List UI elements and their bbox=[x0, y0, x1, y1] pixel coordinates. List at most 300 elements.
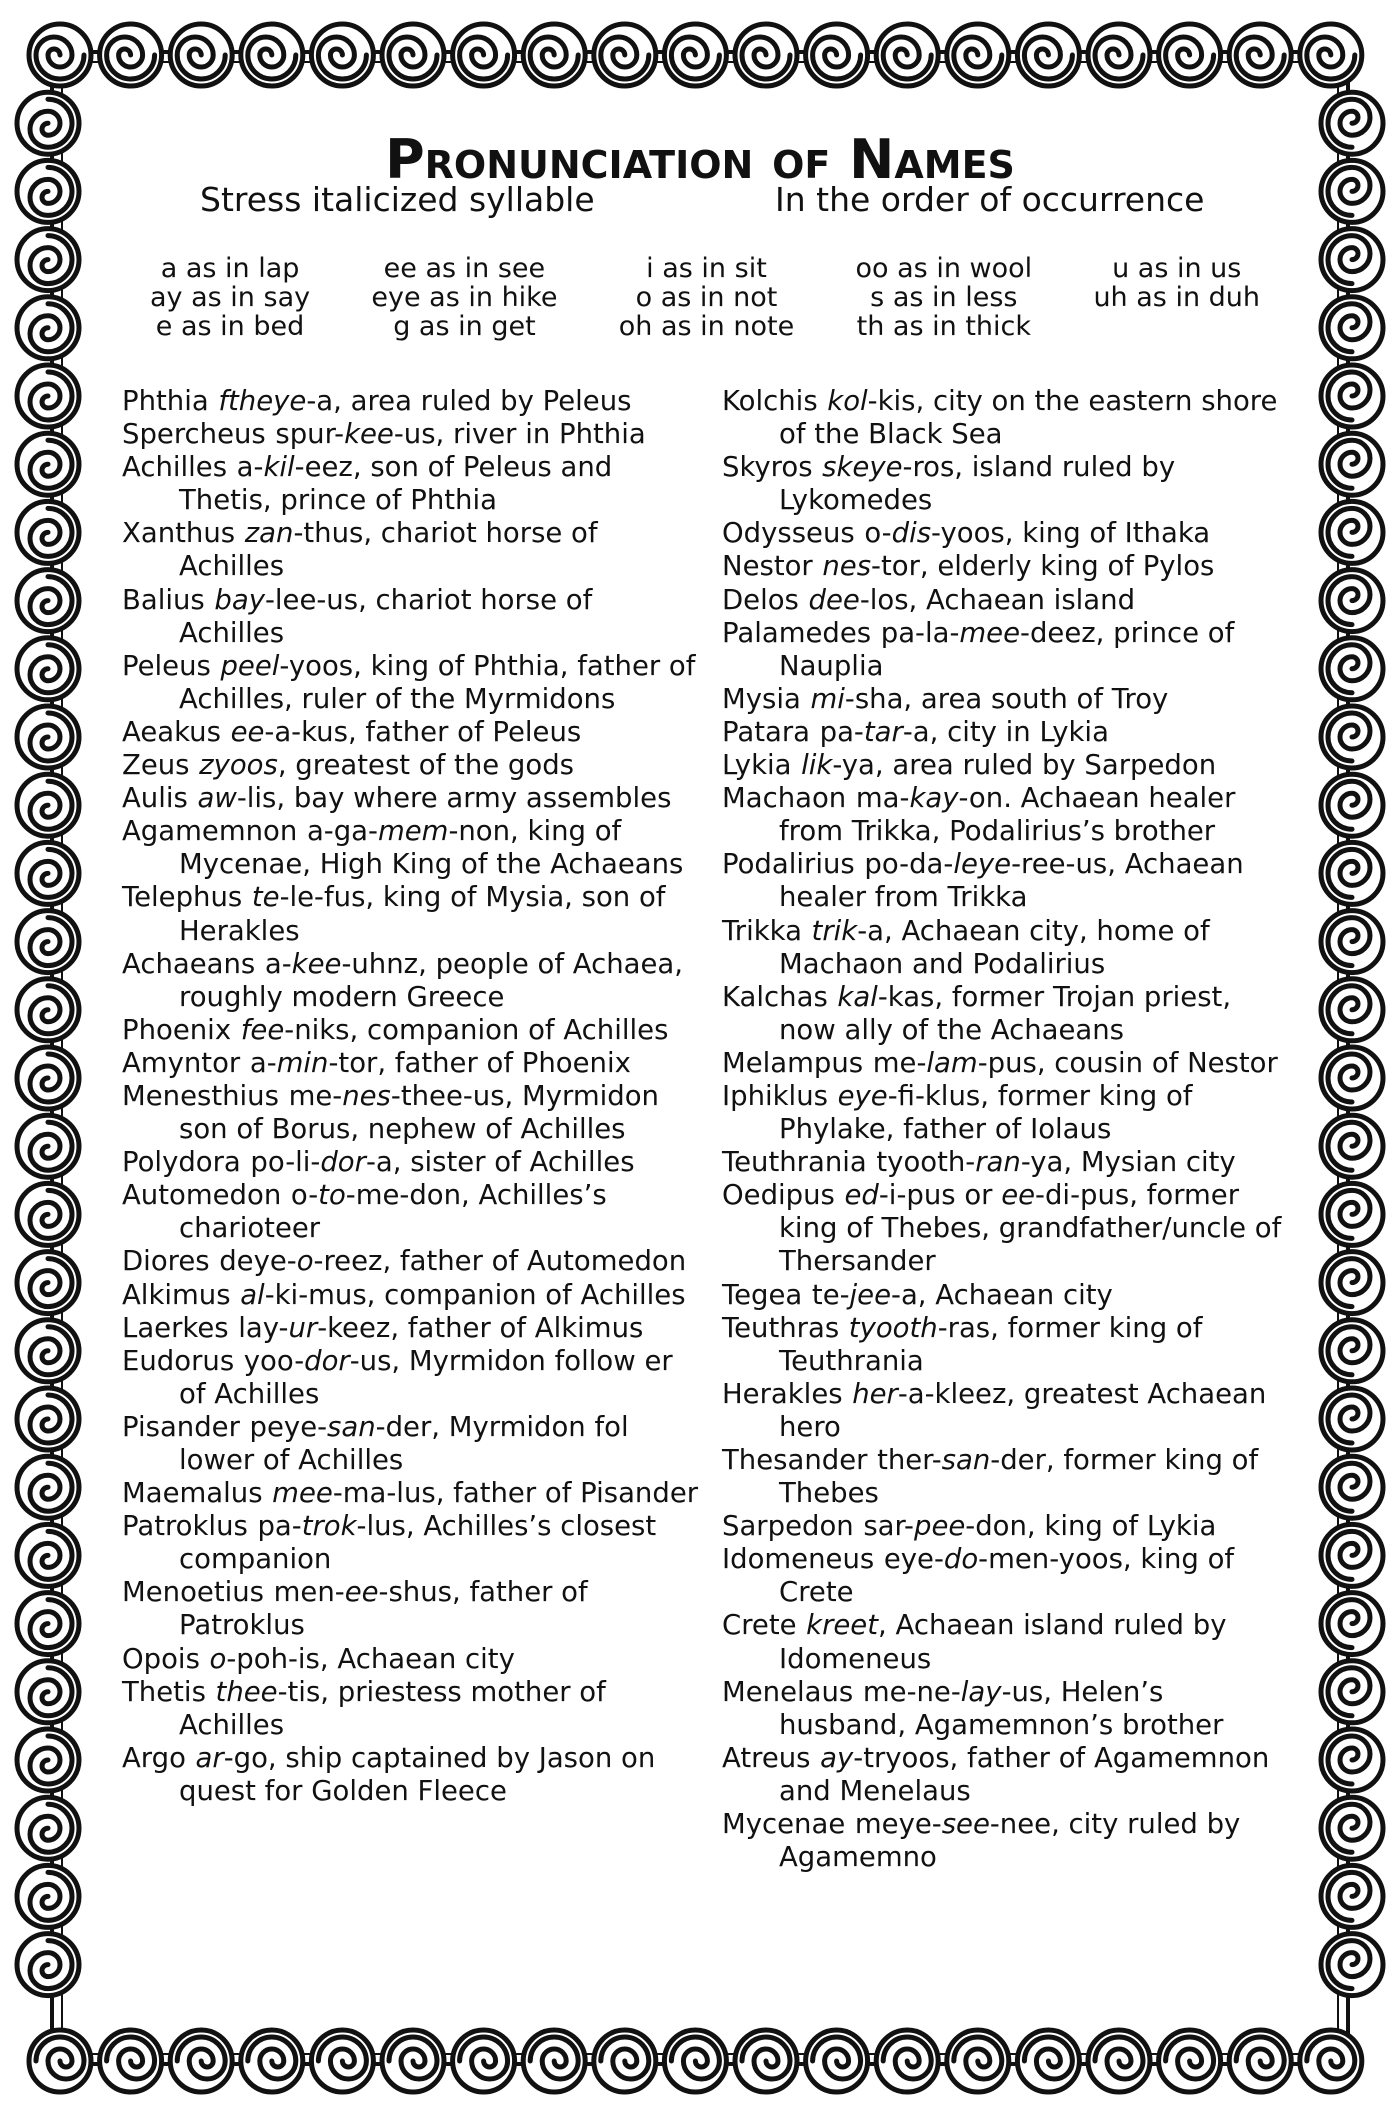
key-item: ay as in say bbox=[150, 282, 311, 313]
stressed-syllable: trik bbox=[811, 914, 858, 947]
entry-name: Zeus bbox=[122, 749, 190, 782]
entry-text: -lee-us, chariot horse of Achilles bbox=[179, 583, 593, 649]
spiral-ornament bbox=[29, 24, 91, 86]
name-entry bbox=[722, 1742, 1292, 1808]
spiral-ornament bbox=[806, 24, 868, 86]
name-entry bbox=[122, 948, 702, 1014]
entry-text: -thee-us, Myrmidon son of Borus, nephew of Achilles bbox=[179, 1079, 659, 1146]
entry-text: -lis, bay where army assembles bbox=[236, 782, 672, 815]
name-entry bbox=[122, 1345, 702, 1411]
name-entry bbox=[122, 1312, 702, 1345]
entry-name: Teuthrania bbox=[722, 1146, 867, 1179]
name-entry bbox=[122, 385, 702, 418]
entry-text: tyooth- bbox=[876, 1146, 976, 1179]
entry-text: po-li- bbox=[250, 1146, 321, 1179]
spiral-ornament bbox=[1321, 1934, 1383, 1996]
spiral-ornament bbox=[29, 2030, 91, 2092]
name-entry bbox=[722, 1543, 1292, 1609]
names-column-left bbox=[122, 385, 702, 1808]
entry-text: -shus, father of Patroklus bbox=[179, 1576, 588, 1642]
spiral-ornament bbox=[17, 706, 79, 768]
entry-name: Idomeneus bbox=[722, 1543, 875, 1576]
spiral-ornament bbox=[1321, 570, 1383, 632]
stressed-syllable: o bbox=[209, 1642, 227, 1675]
spiral-ornament bbox=[17, 1524, 79, 1586]
spiral-ornament bbox=[17, 1934, 79, 1996]
key-item: o as in not bbox=[635, 282, 778, 313]
entry-name: Amyntor bbox=[122, 1046, 241, 1079]
entry-text: a- bbox=[249, 1046, 277, 1079]
entry-name: Iphiklus bbox=[722, 1079, 828, 1112]
name-entry bbox=[122, 418, 702, 451]
stressed-syllable: tyooth bbox=[848, 1311, 938, 1344]
spiral-ornament bbox=[17, 774, 79, 836]
spiral-ornament bbox=[1321, 1797, 1383, 1859]
stressed-syllable: do bbox=[943, 1543, 979, 1576]
entry-text: me- bbox=[872, 1046, 927, 1079]
spiral-ornament bbox=[1229, 2030, 1291, 2092]
spiral-ornament bbox=[453, 2030, 515, 2092]
entry-text: -tis, priestess mother of Achilles bbox=[179, 1675, 606, 1741]
entry-text: te- bbox=[811, 1278, 850, 1311]
name-entry bbox=[722, 1146, 1292, 1179]
name-entry bbox=[722, 517, 1292, 550]
stressed-syllable: ay bbox=[820, 1741, 854, 1774]
stressed-syllable: lay bbox=[960, 1675, 1002, 1708]
entry-text: -reez, father of Automedon bbox=[313, 1245, 687, 1278]
name-entry bbox=[122, 1510, 702, 1576]
entry-text: deye- bbox=[219, 1245, 297, 1278]
spiral-ornament bbox=[17, 1661, 79, 1723]
entry-text: ther- bbox=[877, 1444, 942, 1476]
name-entry bbox=[722, 848, 1292, 914]
entry-name: Aulis bbox=[122, 782, 188, 815]
spiral-ornament bbox=[17, 1593, 79, 1655]
name-entry bbox=[722, 1080, 1292, 1146]
entry-text: -men-yoos, king of Crete bbox=[779, 1543, 1235, 1609]
name-entry bbox=[122, 451, 702, 517]
stressed-syllable: mi bbox=[810, 682, 845, 715]
spiral-ornament bbox=[17, 638, 79, 700]
name-entry bbox=[722, 981, 1292, 1047]
entry-name: Diores bbox=[122, 1245, 210, 1278]
spiral-ornament bbox=[1088, 2030, 1150, 2092]
spiral-ornament bbox=[594, 24, 656, 86]
spiral-ornament bbox=[382, 24, 444, 86]
entry-text: -di-pus, former king of Thebes, grandfather/uncle of Thersander bbox=[779, 1179, 1282, 1278]
name-entry bbox=[122, 1245, 702, 1278]
stressed-syllable: lik bbox=[801, 749, 833, 782]
entry-text: pa- bbox=[819, 715, 864, 748]
entry-text: -ya, area ruled by Sarpedon bbox=[832, 749, 1217, 782]
stressed-syllable: ur bbox=[288, 1311, 318, 1344]
entry-name: Crete bbox=[722, 1609, 797, 1642]
entry-text: -tor, elderly king of Pylos bbox=[871, 550, 1215, 583]
entry-text: -le-fus, king of Mysia, son of Herakles bbox=[179, 881, 666, 947]
stressed-syllable: kay bbox=[909, 782, 959, 815]
name-entry bbox=[122, 749, 702, 782]
spiral-ornament bbox=[1321, 1183, 1383, 1245]
entry-name: Xanthus bbox=[122, 517, 236, 550]
entry-name: Sarpedon bbox=[722, 1510, 854, 1543]
entry-text: -poh-is, Achaean city bbox=[226, 1642, 515, 1675]
spiral-ornament bbox=[17, 842, 79, 904]
entry-text: a- bbox=[264, 947, 292, 980]
spiral-ornament bbox=[241, 24, 303, 86]
entry-text: -pus, cousin of Nestor bbox=[977, 1046, 1278, 1079]
name-entry bbox=[722, 584, 1292, 617]
entry-text: -don, king of Lykia bbox=[965, 1510, 1217, 1543]
subtitle-order: In the order of occurrence bbox=[775, 180, 1205, 219]
entry-text: men- bbox=[273, 1576, 345, 1609]
name-entry bbox=[722, 385, 1292, 451]
entry-text: -thus, chariot horse of Achilles bbox=[179, 517, 598, 583]
stressed-syllable: bay bbox=[214, 583, 265, 616]
key-item: ee as in see bbox=[383, 253, 546, 284]
entry-name: Argo bbox=[122, 1741, 186, 1774]
entry-text: -deez, prince of Nauplia bbox=[779, 616, 1235, 682]
entry-text: -a-kus, father of Peleus bbox=[264, 715, 582, 748]
entry-text: -a, sister of Achilles bbox=[365, 1146, 635, 1179]
key-item: th as in thick bbox=[856, 311, 1031, 342]
entry-name: Palamedes bbox=[722, 616, 872, 649]
stressed-syllable: aw bbox=[197, 782, 237, 815]
name-entry bbox=[122, 517, 702, 583]
entry-name: Atreus bbox=[722, 1741, 811, 1774]
entry-text: -tor, father of Phoenix bbox=[328, 1046, 631, 1079]
key-item: u as in us bbox=[1112, 253, 1242, 284]
spiral-ornament bbox=[947, 2030, 1009, 2092]
entry-name: Kolchis bbox=[722, 385, 818, 417]
stressed-syllable: min bbox=[276, 1046, 329, 1079]
entry-text: -ree-us, Achaean healer from Trikka bbox=[779, 848, 1244, 914]
spiral-ornament bbox=[311, 24, 373, 86]
stressed-syllable: lam bbox=[926, 1046, 978, 1079]
entry-name: Odysseus bbox=[722, 517, 855, 550]
key-item: e as in bed bbox=[155, 311, 305, 342]
name-entry bbox=[122, 782, 702, 815]
key-column bbox=[150, 254, 310, 341]
spiral-ornament bbox=[170, 24, 232, 86]
entry-text: -ras, former king of Teuthrania bbox=[779, 1311, 1203, 1377]
stressed-syllable: san bbox=[327, 1410, 376, 1443]
spiral-ornament bbox=[1321, 638, 1383, 700]
name-entry bbox=[122, 1047, 702, 1080]
entry-text: , greatest of the gods bbox=[277, 749, 574, 782]
spiral-ornament bbox=[1300, 2030, 1362, 2092]
page-title: Pronunciation of Names bbox=[385, 128, 1015, 191]
name-entry bbox=[722, 451, 1292, 517]
spiral-ornament bbox=[1321, 433, 1383, 495]
stressed-syllable: ed bbox=[844, 1179, 879, 1212]
spiral-ornament bbox=[1321, 501, 1383, 563]
name-entry bbox=[722, 1609, 1292, 1675]
entry-text: -us, Helen’s husband, Agamemnon’s brother bbox=[779, 1675, 1224, 1741]
entry-name: Phthia bbox=[122, 385, 209, 417]
entry-text: -me-don, Achilles’s charioteer bbox=[179, 1179, 607, 1245]
spiral-ornament bbox=[17, 1115, 79, 1177]
stressed-syllable: tar bbox=[863, 715, 903, 748]
stressed-syllable: dor bbox=[320, 1146, 366, 1179]
spiral-ornament bbox=[382, 2030, 444, 2092]
spiral-ornament bbox=[1229, 24, 1291, 86]
spiral-ornament bbox=[1321, 1593, 1383, 1655]
name-entry bbox=[122, 1279, 702, 1312]
key-item: s as in less bbox=[870, 282, 1018, 313]
stressed-syllable: ee bbox=[344, 1576, 379, 1609]
stressed-syllable: nes bbox=[822, 550, 872, 583]
stressed-syllable: mee bbox=[959, 616, 1021, 649]
entry-text: eye- bbox=[883, 1543, 944, 1576]
entry-text: po-da- bbox=[864, 848, 954, 881]
spiral-ornament bbox=[735, 24, 797, 86]
entry-name: Agamemnon bbox=[122, 815, 298, 848]
entry-text: -kas, former Trojan priest, now ally of the Achaeans bbox=[779, 980, 1232, 1046]
spiral-ornament bbox=[1017, 24, 1079, 86]
stressed-syllable: mem bbox=[377, 815, 449, 848]
stressed-syllable: kal bbox=[837, 980, 878, 1013]
name-entry bbox=[122, 716, 702, 749]
name-entry bbox=[722, 716, 1292, 749]
spiral-ornament bbox=[17, 365, 79, 427]
entry-text: -ya, Mysian city bbox=[1020, 1146, 1236, 1179]
entry-name: Mycenae bbox=[722, 1808, 846, 1841]
entry-text: -yoos, king of Ithaka bbox=[931, 517, 1211, 550]
spiral-ornament bbox=[17, 297, 79, 359]
entry-name: Maemalus bbox=[122, 1477, 263, 1510]
spiral-ornament bbox=[1300, 24, 1362, 86]
entry-name: Trikka bbox=[722, 914, 802, 947]
entry-text: -ki-mus, companion of Achilles bbox=[264, 1278, 686, 1311]
entry-name: Menesthius bbox=[122, 1079, 279, 1112]
entry-text: -der, former king of Thebes bbox=[779, 1444, 1259, 1510]
name-entry bbox=[122, 1179, 702, 1245]
entry-name: Telephus bbox=[122, 881, 243, 914]
name-entry bbox=[722, 1808, 1292, 1874]
name-entry bbox=[122, 1146, 702, 1179]
entry-text: pa-la- bbox=[880, 616, 960, 649]
entry-text: -kis, city on the eastern shore of the Black Sea bbox=[779, 385, 1278, 451]
entry-text: me- bbox=[288, 1079, 343, 1112]
entry-text: -uhnz, people of Achaea, roughly modern Greece bbox=[179, 947, 684, 1013]
stressed-syllable: dis bbox=[891, 517, 932, 550]
name-entry bbox=[122, 1643, 702, 1676]
entry-text: -yoos, king of Phthia, father of Achilles, ruler of the Myrmidons bbox=[179, 649, 696, 715]
spiral-ornament bbox=[1321, 365, 1383, 427]
entry-text: -a, Achaean city, home of Machaon and Podalirius bbox=[779, 914, 1210, 980]
spiral-ornament bbox=[17, 1456, 79, 1518]
spiral-ornament bbox=[170, 2030, 232, 2092]
name-entry bbox=[122, 1576, 702, 1642]
name-entry bbox=[122, 815, 702, 881]
entry-text: -on. Achaean healer from Trikka, Podalirius’s brother bbox=[779, 782, 1236, 848]
entry-name: Pisander bbox=[122, 1410, 240, 1443]
stressed-syllable: to bbox=[318, 1179, 346, 1212]
entry-name: Menoetius bbox=[122, 1576, 264, 1609]
entry-text: -a, city in Lykia bbox=[902, 715, 1109, 748]
spiral-ornament bbox=[1321, 1388, 1383, 1450]
entry-name: Spercheus bbox=[122, 418, 266, 451]
entry-name: Peleus bbox=[122, 649, 211, 682]
stressed-syllable: zyoos bbox=[199, 749, 278, 782]
entry-name: Thesander bbox=[722, 1444, 868, 1476]
stressed-syllable: pee bbox=[913, 1510, 966, 1543]
name-entry bbox=[722, 915, 1292, 981]
entry-text: -der, Myrmidon fol lower of Achilles bbox=[179, 1410, 629, 1476]
entry-text: -lus, Achilles’s closest companion bbox=[179, 1510, 657, 1576]
name-entry bbox=[122, 584, 702, 650]
spiral-ornament bbox=[17, 501, 79, 563]
spiral-ornament bbox=[17, 979, 79, 1041]
entry-text: -non, king of Mycenae, High King of the Achaeans bbox=[179, 815, 684, 881]
spiral-ornament bbox=[1321, 1524, 1383, 1586]
entry-name: Eudorus bbox=[122, 1344, 235, 1377]
entry-text: ma- bbox=[855, 782, 910, 815]
entry-name: Skyros bbox=[722, 451, 813, 484]
entry-name: Herakles bbox=[722, 1377, 843, 1410]
stressed-syllable: dor bbox=[304, 1344, 350, 1377]
name-entry bbox=[122, 881, 702, 947]
key-column bbox=[619, 254, 794, 341]
spiral-ornament bbox=[1321, 1252, 1383, 1314]
entry-text: -us, river in Phthia bbox=[393, 418, 646, 451]
name-entry bbox=[722, 749, 1292, 782]
pronunciation-key bbox=[150, 254, 1260, 341]
stressed-syllable: nes bbox=[342, 1079, 391, 1112]
name-entry bbox=[722, 1676, 1292, 1742]
entry-text: -nee, city ruled by Agamemno bbox=[779, 1808, 1241, 1874]
stressed-syllable: ee bbox=[230, 715, 265, 748]
spiral-ornament bbox=[1321, 842, 1383, 904]
entry-name: Phoenix bbox=[122, 1013, 232, 1046]
entry-text: yoo- bbox=[243, 1344, 305, 1377]
stressed-syllable: leye bbox=[953, 848, 1012, 881]
spiral-ornament bbox=[1321, 1320, 1383, 1382]
name-entry bbox=[722, 683, 1292, 716]
name-entry bbox=[722, 1510, 1292, 1543]
key-column bbox=[1093, 254, 1260, 341]
key-item: oh as in note bbox=[618, 311, 795, 342]
entry-name: Patroklus bbox=[122, 1510, 248, 1543]
spiral-ornament bbox=[664, 24, 726, 86]
spiral-ornament bbox=[17, 1729, 79, 1791]
entry-text: me-ne- bbox=[862, 1675, 961, 1708]
stressed-syllable: kol bbox=[827, 385, 868, 417]
entry-name: Patara bbox=[722, 715, 810, 748]
stressed-syllable: kreet bbox=[806, 1609, 879, 1642]
entry-text: -eez, son of Peleus and Thetis, prince of Phthia bbox=[179, 451, 613, 517]
entry-text: meye- bbox=[854, 1808, 942, 1841]
name-entry bbox=[722, 550, 1292, 583]
stressed-syllable: jee bbox=[849, 1278, 892, 1311]
spiral-ornament bbox=[947, 24, 1009, 86]
spiral-ornament bbox=[17, 1797, 79, 1859]
spiral-ornament bbox=[806, 2030, 868, 2092]
entry-name: Melampus bbox=[722, 1046, 864, 1079]
entry-text: -a, Achaean city bbox=[891, 1278, 1113, 1311]
entry-text: -niks, companion of Achilles bbox=[284, 1013, 669, 1046]
name-entry bbox=[122, 1080, 702, 1146]
entry-name: Oedipus bbox=[722, 1179, 835, 1212]
stressed-syllable: san bbox=[941, 1444, 991, 1476]
entry-name: Achaeans bbox=[122, 947, 256, 980]
spiral-ornament bbox=[17, 229, 79, 291]
name-entry bbox=[722, 617, 1292, 683]
stressed-syllable: kee bbox=[344, 418, 394, 451]
entry-text: a-ga- bbox=[306, 815, 378, 848]
key-item: i as in sit bbox=[646, 253, 767, 284]
spiral-ornament bbox=[1321, 1865, 1383, 1927]
spiral-ornament bbox=[1159, 2030, 1221, 2092]
stressed-syllable: thee bbox=[215, 1675, 278, 1708]
entry-text: -tryoos, father of Agamemnon and Menelaus bbox=[779, 1741, 1270, 1807]
key-item: g as in get bbox=[393, 311, 536, 342]
spiral-ornament bbox=[17, 433, 79, 495]
spiral-ornament bbox=[876, 2030, 938, 2092]
entry-name: Balius bbox=[122, 583, 205, 616]
entry-text: pa- bbox=[257, 1510, 302, 1543]
spiral-ornament bbox=[1321, 1047, 1383, 1109]
name-entry bbox=[122, 1477, 702, 1510]
entry-text: o- bbox=[864, 517, 892, 550]
entry-text: -keez, father of Alkimus bbox=[317, 1311, 644, 1344]
names-column-right bbox=[722, 385, 1292, 1874]
entry-name: Nestor bbox=[722, 550, 813, 583]
stressed-syllable: ee bbox=[1001, 1179, 1036, 1212]
entry-name: Mysia bbox=[722, 682, 801, 715]
entry-name: Achilles bbox=[122, 451, 228, 484]
spiral-ornament bbox=[1321, 1456, 1383, 1518]
name-entry bbox=[122, 650, 702, 716]
name-entry bbox=[122, 1676, 702, 1742]
entry-text: -ros, island ruled by Lykomedes bbox=[779, 451, 1176, 517]
spiral-ornament bbox=[664, 2030, 726, 2092]
name-entry bbox=[122, 1411, 702, 1477]
spiral-ornament bbox=[311, 2030, 373, 2092]
stressed-syllable: kee bbox=[291, 947, 342, 980]
spiral-ornament bbox=[1159, 24, 1221, 86]
entry-name: Aeakus bbox=[122, 715, 221, 748]
entry-text: -ma-lus, father of Pisander bbox=[332, 1477, 699, 1510]
stressed-syllable: mee bbox=[272, 1477, 333, 1510]
spiral-ornament bbox=[1017, 2030, 1079, 2092]
entry-text: spur- bbox=[275, 418, 345, 451]
spiral-ornament bbox=[241, 2030, 303, 2092]
spiral-ornament bbox=[17, 1865, 79, 1927]
entry-text: -a, area ruled by Peleus bbox=[306, 385, 632, 417]
key-item: a as in lap bbox=[160, 253, 300, 284]
spiral-ornament bbox=[17, 1388, 79, 1450]
entry-name: Podalirius bbox=[722, 848, 855, 881]
entry-name: Kalchas bbox=[722, 980, 828, 1013]
spiral-ornament bbox=[1321, 774, 1383, 836]
entry-name: Automedon bbox=[122, 1179, 282, 1212]
spiral-ornament bbox=[523, 24, 585, 86]
spiral-ornament bbox=[594, 2030, 656, 2092]
entry-text: -sha, area south of Troy bbox=[844, 682, 1169, 715]
entry-text: -us, Myrmidon follow er of Achilles bbox=[179, 1344, 673, 1410]
stressed-syllable: te bbox=[251, 881, 280, 914]
spiral-ornament bbox=[1321, 979, 1383, 1041]
name-entry bbox=[122, 1014, 702, 1047]
stressed-syllable: ran bbox=[975, 1146, 1021, 1179]
stressed-syllable: kil bbox=[263, 451, 295, 484]
spiral-ornament bbox=[17, 1252, 79, 1314]
entry-text: sar- bbox=[863, 1510, 914, 1543]
stressed-syllable: al bbox=[240, 1278, 265, 1311]
entry-name: Lykia bbox=[722, 749, 792, 782]
spiral-ornament bbox=[100, 2030, 162, 2092]
